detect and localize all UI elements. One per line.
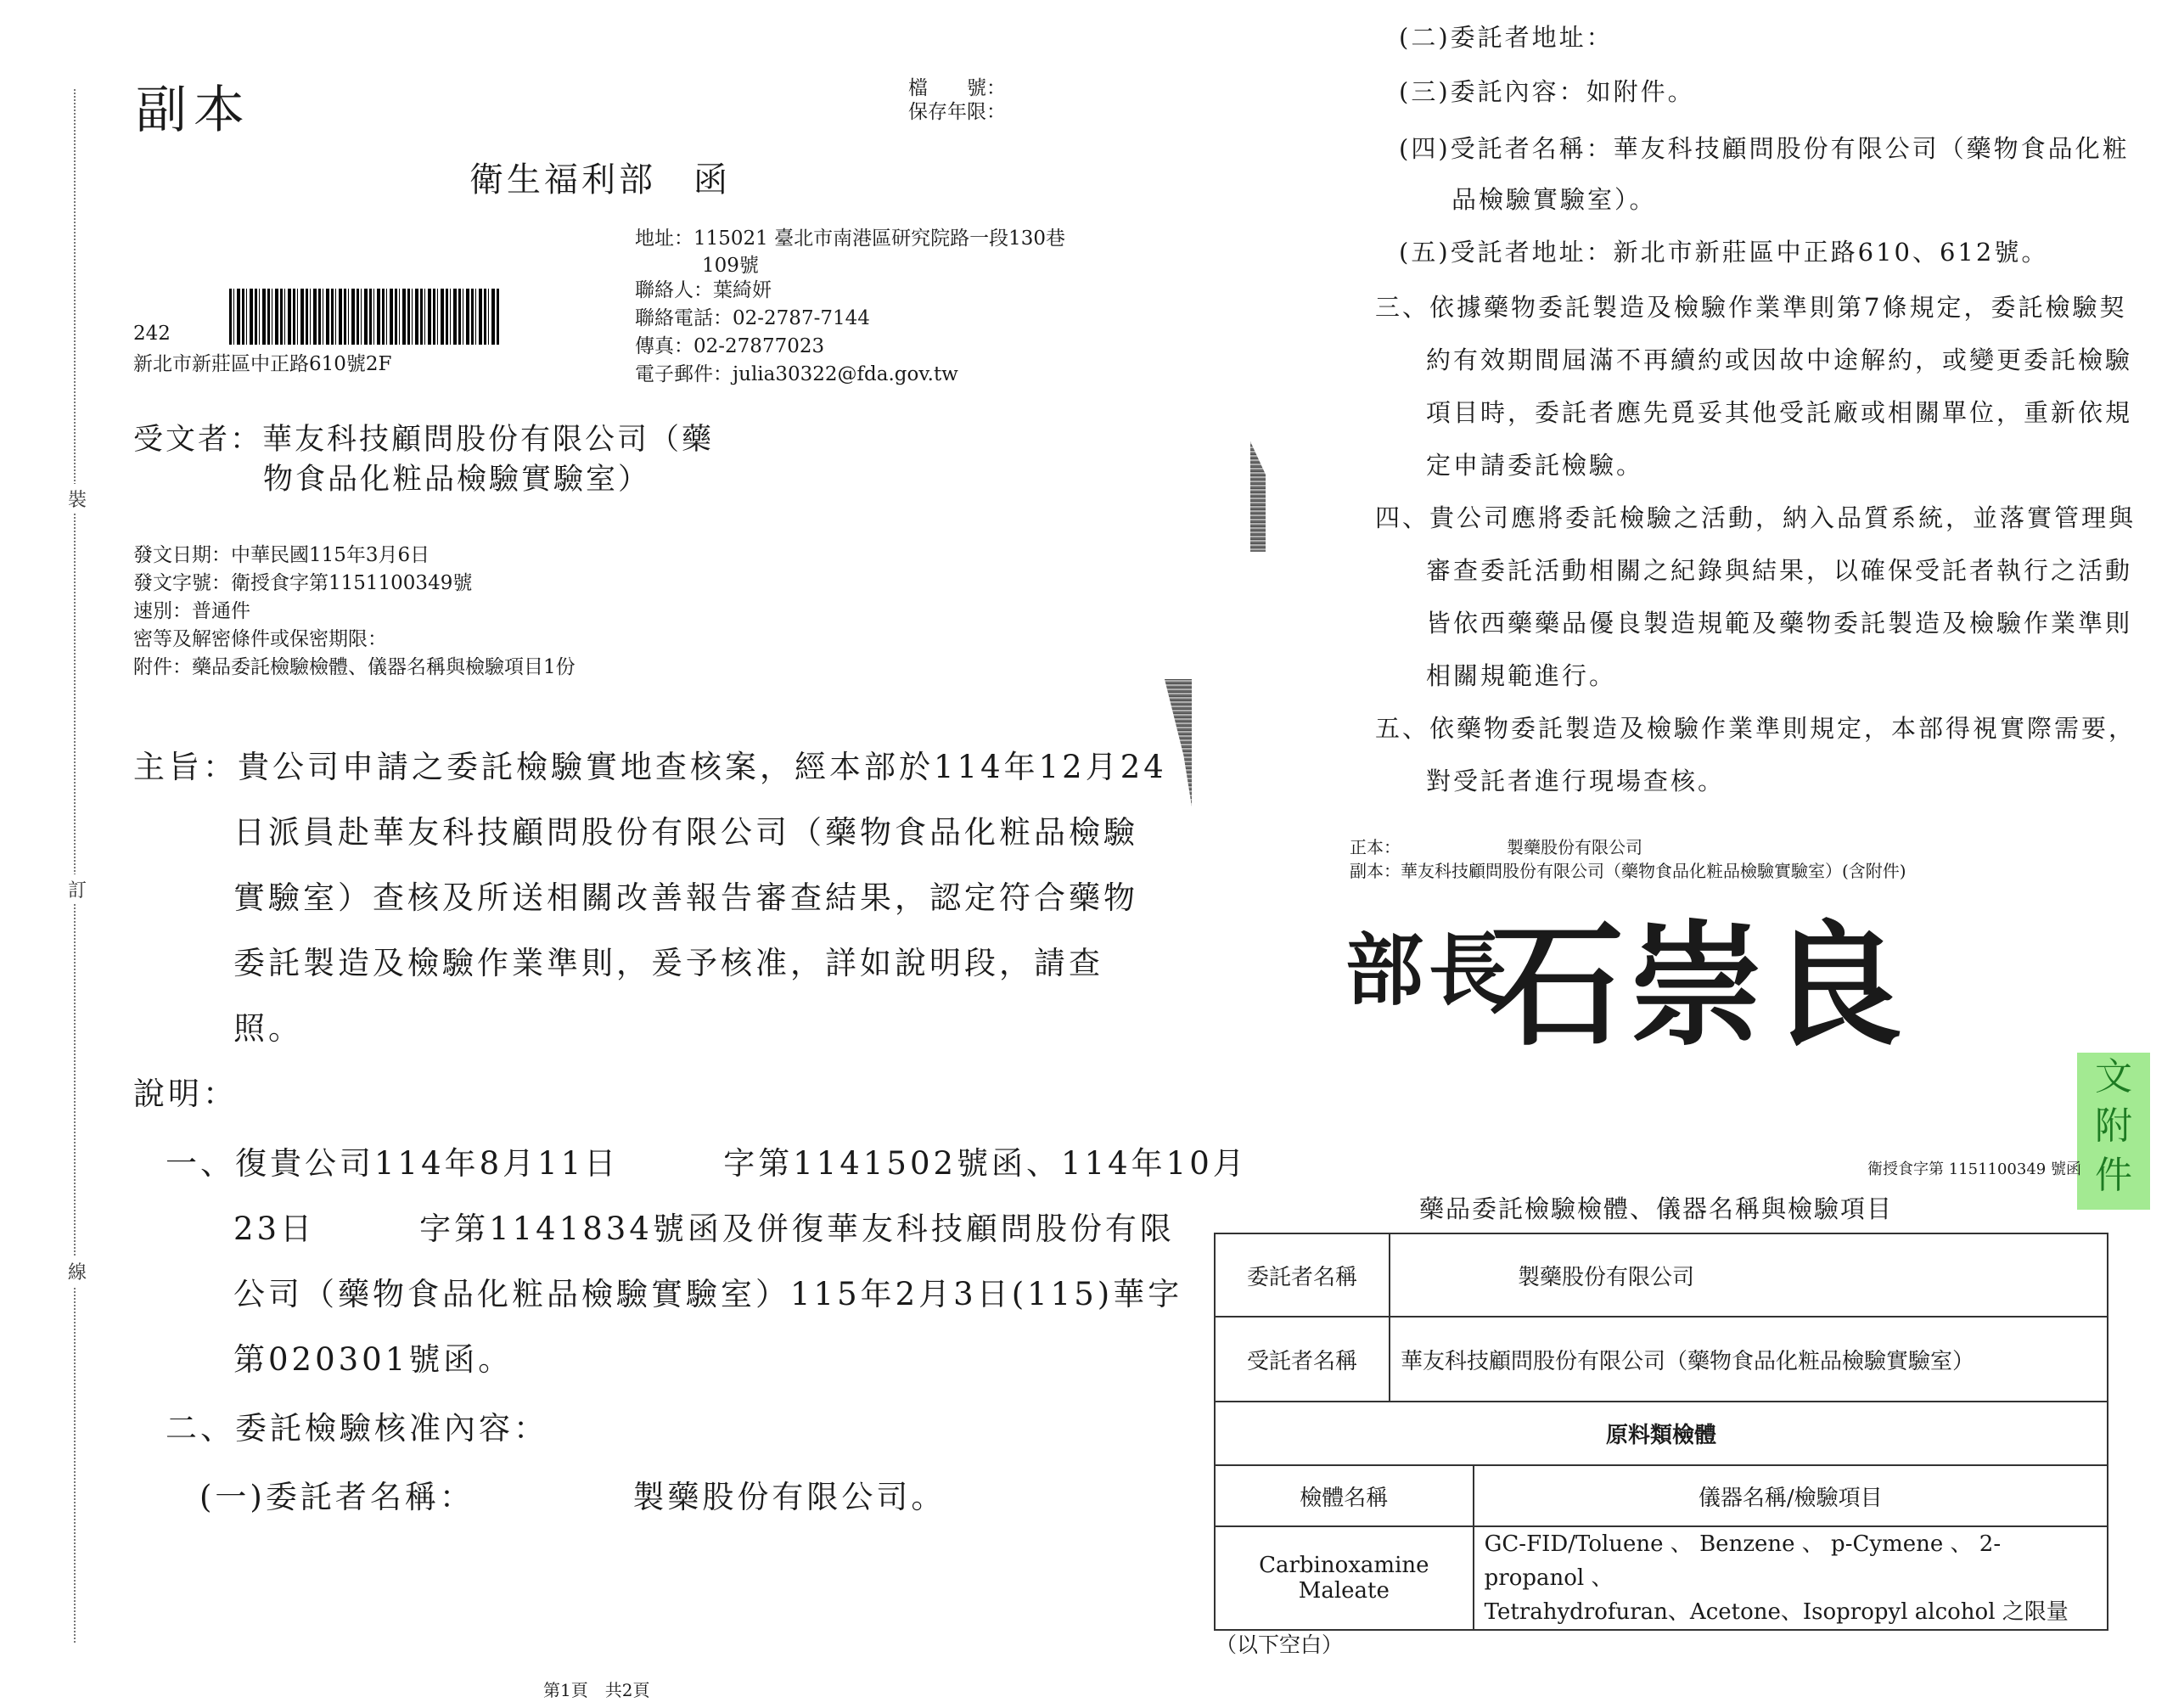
- issue-date: 發文日期：中華民國115年3月6日: [133, 544, 430, 566]
- sender-address: 地址：115021 臺北市南港區研究院路一段130巷: [635, 228, 1066, 250]
- explanation-item-4: 審查委託活動相關之紀錄與結果，以確保受託者執行之活動: [1426, 556, 2133, 585]
- copy-stamp: 副本: [136, 81, 251, 140]
- sticky-char: 文: [2095, 1055, 2132, 1098]
- explanation-item-2-1: (一)委託者名稱： 製藥股份有限公司。: [199, 1479, 946, 1515]
- binding-mark-zhuang: 裝: [68, 484, 87, 514]
- subject-line: 日派員赴華友科技顧問股份有限公司（藥物食品化粧品檢驗: [233, 814, 1138, 851]
- table-sample-name: Carbinoxamine Maleate: [1215, 1526, 1474, 1630]
- original-to-name: 製藥股份有限公司: [1507, 837, 1642, 857]
- retention-period: 保存年限：: [908, 101, 1006, 123]
- explanation-item-4: 相關規範進行。: [1426, 661, 1617, 690]
- document-title: 衛生福利部 函: [469, 160, 731, 199]
- item2-line-4: (四)受託者名稱：華友科技顧問股份有限公司（藥物食品化粧: [1399, 134, 2130, 163]
- explanation-item-3: 項目時，委託者應先覓妥其他受託廠或相關單位，重新依規: [1426, 398, 2133, 427]
- explanation-heading: 說明：: [133, 1076, 238, 1112]
- secrecy-level: 密等及解密條件或保密期限：: [133, 628, 387, 650]
- table-col-sample: 檢體名稱: [1215, 1465, 1474, 1526]
- explanation-item-3: 三、依據藥物委託製造及檢驗作業準則第7條規定，委託檢驗契: [1375, 293, 2127, 322]
- recipient-line-1: 受文者：華友科技顧問股份有限公司（藥: [133, 423, 715, 457]
- item2-line-4b: 品檢驗實驗室）。: [1451, 185, 1657, 214]
- explanation-item-1: 23日 字第1141834號函及併復華友科技顧問股份有限: [233, 1211, 1175, 1247]
- explanation-item-5: 對受託者進行現場查核。: [1426, 767, 1726, 795]
- postcode: 242: [133, 323, 171, 345]
- attachment-reference: 衛授食字第 1151100349 號函: [1867, 1160, 2081, 1178]
- item2-line-3: (三)委託內容：如附件。: [1399, 77, 1695, 106]
- table-section-header: 原料類檢體: [1215, 1402, 2108, 1465]
- attachment-title: 藥品委託檢驗檢體、儀器名稱與檢驗項目: [1419, 1194, 1894, 1223]
- minister-signature-name: 石崇良: [1490, 907, 1907, 1065]
- barcode: [229, 289, 501, 345]
- contact-person: 聯絡人：葉綺妍: [635, 279, 772, 301]
- scan-smudge: [1165, 679, 1192, 806]
- scan-smudge: [1250, 441, 1266, 552]
- attachment-note: 附件：藥品委託檢驗檢體、儀器名稱與檢驗項目1份: [133, 656, 576, 678]
- table-col-items: 儀器名稱/檢驗項目: [1474, 1465, 2108, 1526]
- contact-phone: 聯絡電話：02-2787-7144: [635, 307, 870, 329]
- table-label-contractor: 受託者名稱: [1215, 1317, 1390, 1402]
- explanation-item-1: 第020301號函。: [233, 1341, 514, 1378]
- original-to: 正本：: [1350, 837, 1401, 857]
- contact-email: 電子郵件：julia30322@fda.gov.tw: [635, 363, 958, 385]
- binding-mark-ding: 訂: [68, 874, 87, 904]
- explanation-item-4: 皆依西藥藥品優良製造規範及藥物委託製造及檢驗作業準則: [1426, 609, 2133, 638]
- copy-to: 副本：華友科技顧問股份有限公司（藥物食品化粧品檢驗實驗室）(含附件): [1350, 861, 1906, 881]
- sticky-char: 件: [2095, 1154, 2132, 1197]
- sender-address-2: 109號: [702, 255, 759, 277]
- explanation-item-1: 公司（藥物食品化粧品檢驗實驗室）115年2月3日(115)華字: [233, 1276, 1183, 1312]
- test-items-line: Tetrahydrofuran、Acetone、Isopropyl alcohol 之限量: [1484, 1599, 2069, 1625]
- table-test-items: [1474, 1526, 2108, 1630]
- explanation-item-2: 二、委託檢驗核准內容：: [166, 1410, 548, 1447]
- binding-line: [74, 89, 76, 1643]
- recipient-address: 新北市新莊區中正路610號2F: [133, 353, 392, 375]
- page-footer: 第1頁 共2頁: [543, 1680, 650, 1700]
- subject-line: 照。: [233, 1010, 303, 1047]
- explanation-item-3: 定申請委託檢驗。: [1426, 451, 1644, 480]
- subject-line: 實驗室）查核及所送相關改善報告審查結果，認定符合藥物: [233, 879, 1138, 916]
- item2-line-2: (二)委託者地址：: [1399, 23, 1614, 52]
- test-items-line: GC-FID/Toluene 、 Benzene 、 p-Cymene 、 2-propanol 、: [1484, 1531, 2002, 1591]
- recipient-line-2: 物食品化粧品檢驗實驗室）: [263, 463, 651, 497]
- explanation-item-1: 一、復貴公司114年8月11日 字第1141502號函、114年10月: [166, 1145, 1248, 1182]
- subject-line: 主旨：貴公司申請之委託檢驗實地查核案，經本部於114年12月24: [133, 749, 1167, 785]
- binding-mark-xian: 線: [68, 1256, 87, 1286]
- explanation-item-3: 約有效期間屆滿不再續約或因故中途解約，或變更委託檢驗: [1426, 346, 2133, 374]
- attachment-table: [1214, 1233, 2108, 1631]
- document-number: 發文字號：衛授食字第1151100349號: [133, 572, 473, 594]
- sticky-char: 附: [2095, 1104, 2132, 1148]
- explanation-item-4: 四、貴公司應將委託檢驗之活動，納入品質系統，並落實管理與: [1375, 503, 2137, 532]
- file-number: 檔 號：: [908, 77, 1006, 99]
- minister-title: 部長: [1345, 924, 1513, 1016]
- explanation-item-5: 五、依藥物委託製造及檢驗作業準則規定，本部得視實際需要，: [1375, 714, 2137, 743]
- table-value-contractor: 華友科技顧問股份有限公司（藥物食品化粧品檢驗實驗室）: [1390, 1317, 2108, 1402]
- contact-fax: 傳真：02-27877023: [635, 335, 825, 357]
- subject-line: 委託製造及檢驗作業準則，爰予核准，詳如說明段，請查: [233, 945, 1103, 981]
- table-value-client: 製藥股份有限公司: [1390, 1233, 2108, 1317]
- speed-class: 速別：普通件: [133, 600, 250, 622]
- blank-note: （以下空白）: [1216, 1632, 1344, 1657]
- item2-line-5: (五)受託者地址：新北市新莊區中正路610、612號。: [1399, 238, 2049, 267]
- attachment-sticky-note: [2077, 1053, 2150, 1210]
- table-label-client: 委託者名稱: [1215, 1233, 1390, 1317]
